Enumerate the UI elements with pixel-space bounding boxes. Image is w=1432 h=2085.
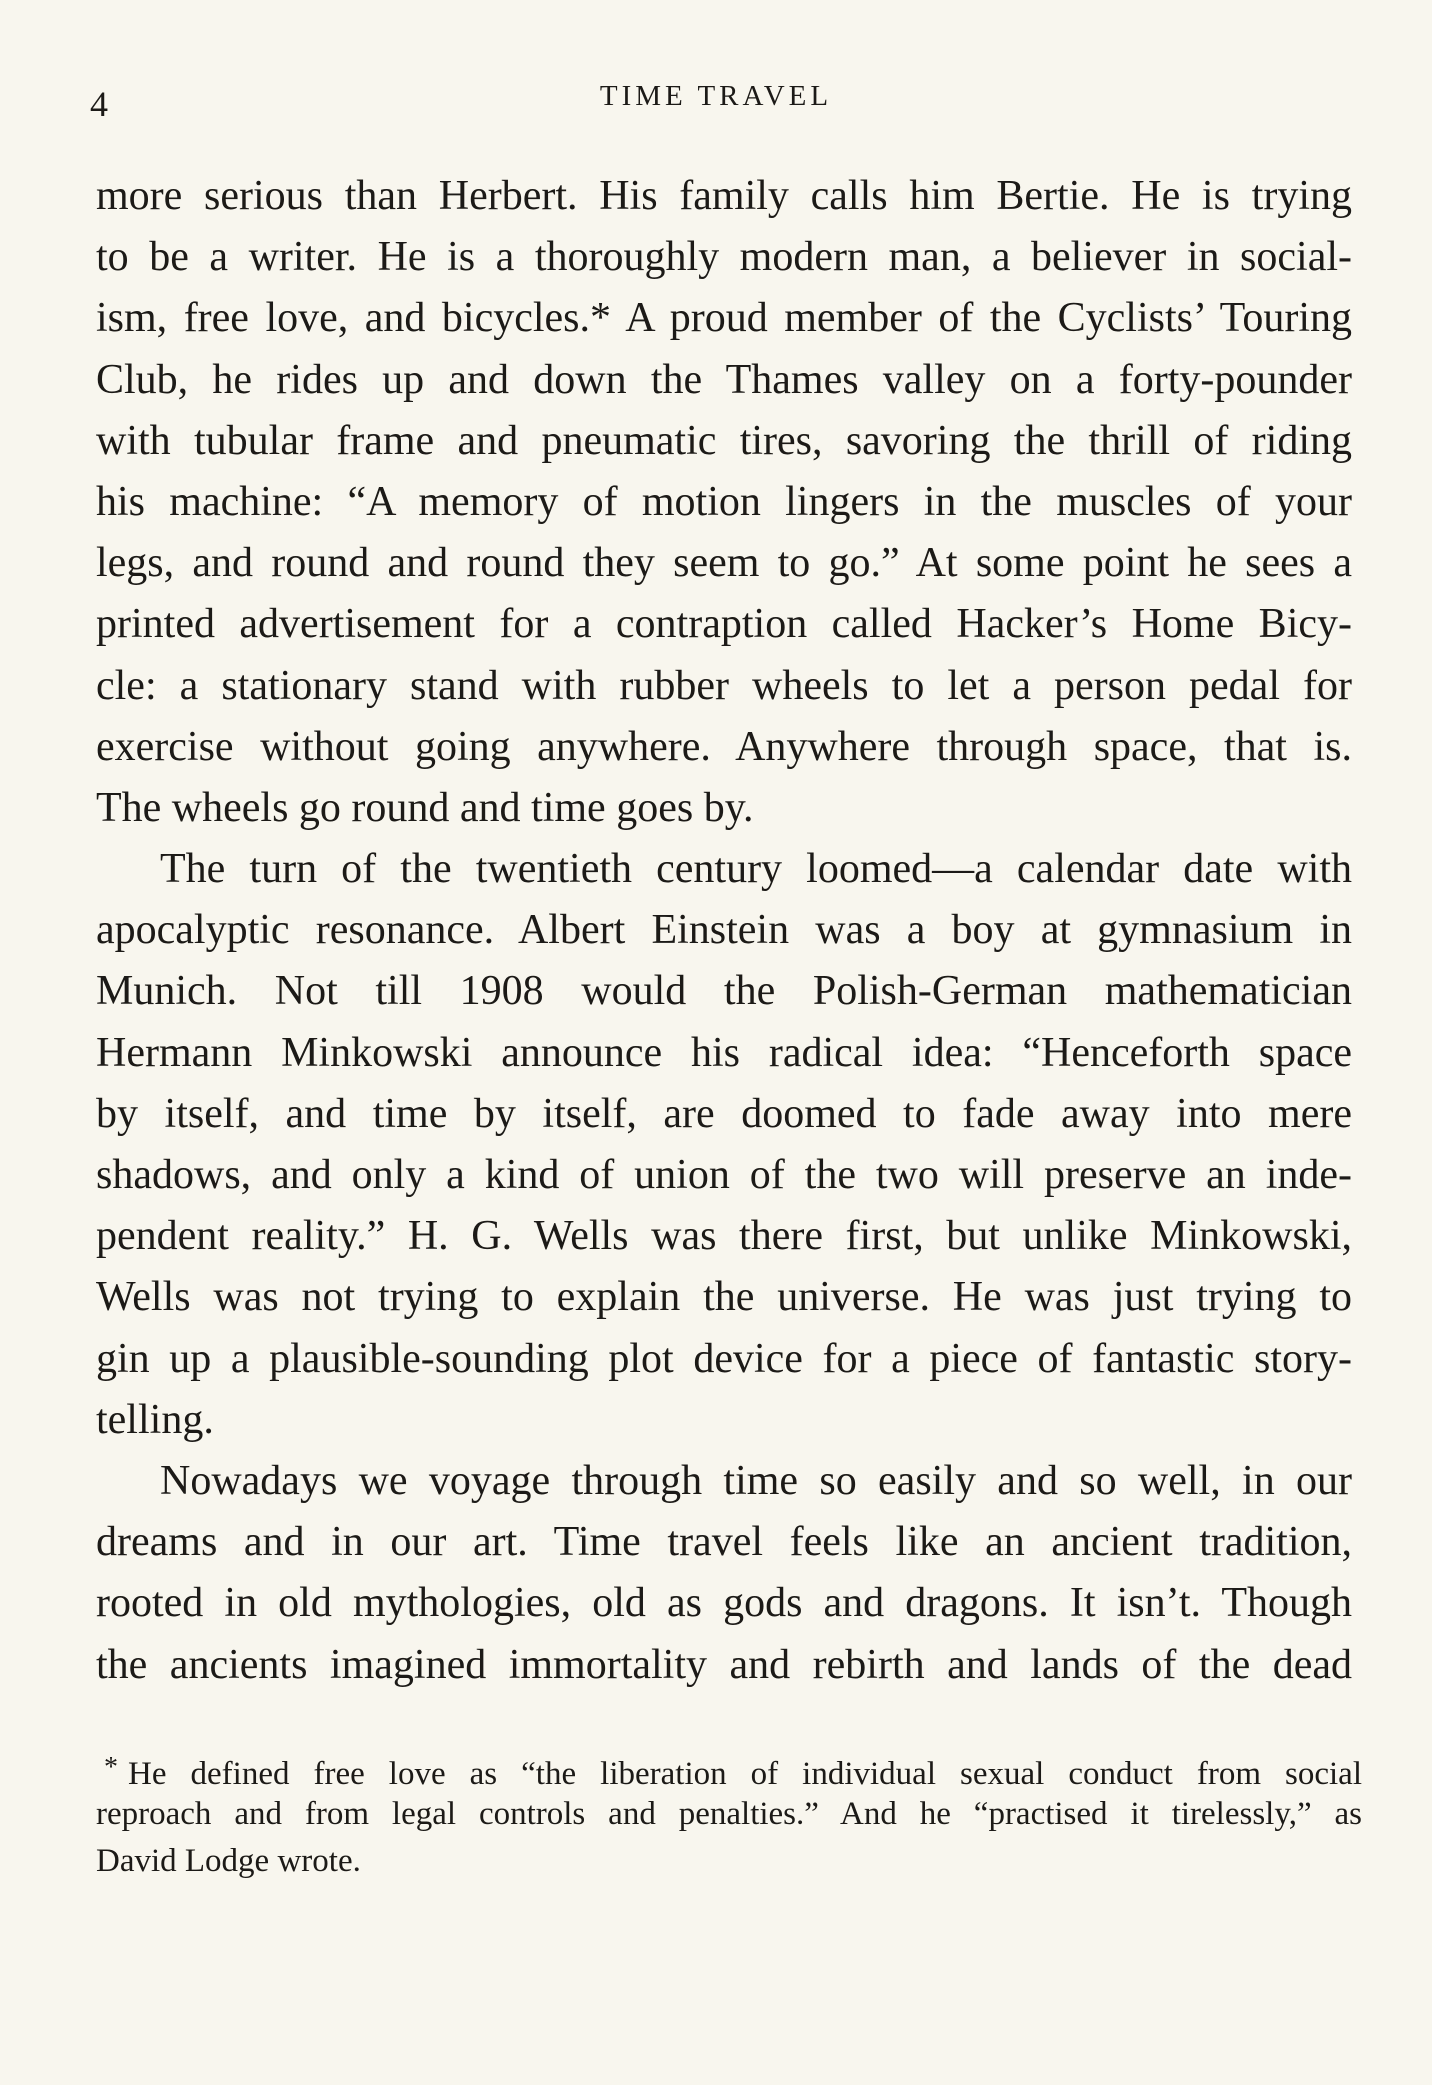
text-line: rooted in old mythologies, old as gods and dragons. It isn’t. Though [96, 1580, 1352, 1627]
text-line: cle: a stationary stand with rubber wheels to let a person pedal for [96, 662, 1352, 709]
footnote-line [96, 1744, 1362, 1791]
text-line: printed advertisement for a contraption called Hacker’s Home Bicy- [96, 601, 1352, 648]
text-line: with tubular frame and pneumatic tires, savoring the thrill of riding [96, 417, 1352, 464]
text-line: more serious than Herbert. His family calls him Bertie. He is trying [96, 173, 1352, 219]
footnote-text: He defined free love as “the liberation of individual sexual conduct from social [128, 1756, 1362, 1792]
text-line: by itself, and time by itself, are doomed to fade away into mere [96, 1090, 1352, 1137]
running-head-title: TIME TRAVEL [599, 80, 833, 112]
footnote [96, 1744, 1362, 1885]
text-line: ism, free love, and bicycles.* A proud member of the Cyclists’ Touring [96, 295, 1352, 342]
text-line: Club, he rides up and down the Thames valley on a forty-pounder [96, 356, 1352, 403]
text-line: the ancients imagined immortality and rebirth and lands of the dead [96, 1641, 1352, 1688]
footnote-line: David Lodge wrote. [96, 1843, 361, 1879]
text-line: gin up a plausible-sounding plot device for a piece of fantastic story- [96, 1335, 1352, 1382]
text-line: to be a writer. He is a thoroughly modern man, a believer in social- [96, 234, 1352, 281]
text-line: shadows, and only a kind of union of the two will preserve an inde- [96, 1152, 1352, 1198]
text-line: legs, and round and round they seem to go.” At some point he sees a [96, 540, 1352, 587]
text-line: Wells was not trying to explain the universe. He was just trying to [96, 1274, 1352, 1321]
body-text [96, 166, 1352, 1696]
page-number: 4 [90, 84, 108, 124]
text-line: Hermann Minkowski announce his radical idea: “Henceforth space [96, 1029, 1352, 1076]
footnote-marker: * [104, 1752, 118, 1783]
text-line: apocalyptic resonance. Albert Einstein was a boy at gymnasium in [96, 907, 1352, 954]
paragraph-start-line: Nowadays we voyage through time so easily and so well, in our [160, 1457, 1352, 1504]
text-line: his machine: “A memory of motion lingers in the muscles of your [96, 478, 1352, 525]
text-line: Munich. Not till 1908 would the Polish-German mathematician [96, 968, 1352, 1015]
text-line: pendent reality.” H. G. Wells was there first, but unlike Minkowski, [96, 1213, 1352, 1260]
text-line: dreams and in our art. Time travel feels like an ancient tradition, [96, 1519, 1352, 1566]
text-line: exercise without going anywhere. Anywhere through space, that is. [96, 723, 1352, 770]
paragraph-start-line: The turn of the twentieth century loomed—a calendar date with [160, 846, 1352, 893]
text-line: telling. [96, 1396, 214, 1443]
text-line: The wheels go round and time goes by. [96, 784, 754, 831]
footnote-line: reproach and from legal controls and penalties.” And he “practised it tirelessly,” as [96, 1796, 1362, 1832]
